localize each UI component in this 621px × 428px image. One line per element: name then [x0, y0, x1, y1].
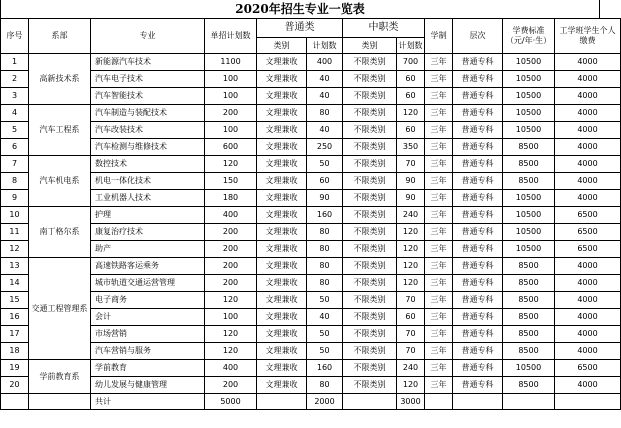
- page-title: 2020年招生专业一览表: [0, 0, 600, 18]
- plan-cell: 150: [205, 173, 257, 190]
- workstudy-fee-cell: 4000: [555, 88, 621, 105]
- duration-cell: 三年: [425, 326, 453, 343]
- row-index: 3: [1, 88, 29, 105]
- level-cell: 普通专科: [453, 173, 503, 190]
- header-general-count: 计划数: [307, 38, 343, 54]
- plan-cell: 120: [205, 156, 257, 173]
- level-cell: 普通专科: [453, 54, 503, 71]
- level-cell: 普通专科: [453, 139, 503, 156]
- table-row: [1, 71, 621, 88]
- totals-row: [1, 394, 621, 410]
- vocational-count-cell: 60: [397, 88, 425, 105]
- header-row: [1, 19, 621, 38]
- general-category-cell: 文理兼收: [257, 377, 307, 394]
- plan-cell: 120: [205, 292, 257, 309]
- general-category-cell: 文理兼收: [257, 173, 307, 190]
- general-count-cell: 400: [307, 54, 343, 71]
- department-cell: 汽车机电系: [29, 156, 91, 207]
- general-category-cell: 文理兼收: [257, 292, 307, 309]
- header-major: 专业: [91, 19, 205, 54]
- fee-cell: 10500: [503, 241, 555, 258]
- row-index: 2: [1, 71, 29, 88]
- vocational-category-cell: 不限类别: [343, 241, 397, 258]
- duration-cell: 三年: [425, 292, 453, 309]
- table-row: [1, 88, 621, 105]
- empty-cell: [453, 394, 503, 410]
- table-row: [1, 309, 621, 326]
- major-cell: 机电一体化技术: [91, 173, 205, 190]
- table-row: [1, 377, 621, 394]
- level-cell: 普通专科: [453, 292, 503, 309]
- general-category-cell: 文理兼收: [257, 105, 307, 122]
- workstudy-fee-cell: 4000: [555, 258, 621, 275]
- fee-cell: 8500: [503, 326, 555, 343]
- vocational-category-cell: 不限类别: [343, 360, 397, 377]
- department-cell: 交通工程管理系: [29, 258, 91, 360]
- vocational-count-cell: 70: [397, 156, 425, 173]
- level-cell: 普通专科: [453, 258, 503, 275]
- general-category-cell: 文理兼收: [257, 207, 307, 224]
- enrollment-table: [0, 18, 621, 410]
- major-cell: 电子商务: [91, 292, 205, 309]
- major-cell: 数控技术: [91, 156, 205, 173]
- level-cell: 普通专科: [453, 377, 503, 394]
- row-index: 20: [1, 377, 29, 394]
- vocational-category-cell: 不限类别: [343, 343, 397, 360]
- vocational-category-cell: 不限类别: [343, 190, 397, 207]
- duration-cell: 三年: [425, 173, 453, 190]
- plan-cell: 1100: [205, 54, 257, 71]
- level-cell: 普通专科: [453, 105, 503, 122]
- major-cell: 汽车制造与装配技术: [91, 105, 205, 122]
- empty-cell: [29, 394, 91, 410]
- vocational-count-cell: 70: [397, 343, 425, 360]
- plan-cell: 100: [205, 88, 257, 105]
- header-workstudy: 工学班学生个人缴费: [555, 19, 621, 54]
- workstudy-fee-cell: 4000: [555, 105, 621, 122]
- general-count-cell: 250: [307, 139, 343, 156]
- plan-cell: 200: [205, 224, 257, 241]
- major-cell: 工业机器人技术: [91, 190, 205, 207]
- fee-cell: 8500: [503, 156, 555, 173]
- table-row: [1, 275, 621, 292]
- level-cell: 普通专科: [453, 122, 503, 139]
- fee-cell: 8500: [503, 275, 555, 292]
- major-cell: 城市轨道交通运营管理: [91, 275, 205, 292]
- major-cell: 助产: [91, 241, 205, 258]
- header-fee: 学费标准（元/年·生）: [503, 19, 555, 54]
- major-cell: 汽车电子技术: [91, 71, 205, 88]
- vocational-count-cell: 120: [397, 275, 425, 292]
- table-row: [1, 343, 621, 360]
- vocational-count-cell: 60: [397, 309, 425, 326]
- department-cell: 高新技术系: [29, 54, 91, 105]
- header-plan: 单招计划数: [205, 19, 257, 54]
- empty-cell: [343, 394, 397, 410]
- header-level: 层次: [453, 19, 503, 54]
- workstudy-fee-cell: 4000: [555, 326, 621, 343]
- major-cell: 汽车智能技术: [91, 88, 205, 105]
- major-cell: 学前教育: [91, 360, 205, 377]
- level-cell: 普通专科: [453, 360, 503, 377]
- table-row: [1, 224, 621, 241]
- fee-cell: 8500: [503, 173, 555, 190]
- duration-cell: 三年: [425, 122, 453, 139]
- vocational-category-cell: 不限类别: [343, 173, 397, 190]
- general-count-cell: 80: [307, 241, 343, 258]
- header-duration: 学制: [425, 19, 453, 54]
- duration-cell: 三年: [425, 309, 453, 326]
- plan-cell: 100: [205, 71, 257, 88]
- workstudy-fee-cell: 6500: [555, 224, 621, 241]
- row-index: 7: [1, 156, 29, 173]
- vocational-count-cell: 700: [397, 54, 425, 71]
- vocational-category-cell: 不限类别: [343, 207, 397, 224]
- plan-cell: 120: [205, 326, 257, 343]
- general-count-cell: 160: [307, 360, 343, 377]
- fee-cell: 8500: [503, 139, 555, 156]
- general-category-cell: 文理兼收: [257, 156, 307, 173]
- fee-cell: 8500: [503, 377, 555, 394]
- table-row: [1, 207, 621, 224]
- workstudy-fee-cell: 4000: [555, 309, 621, 326]
- row-index: 14: [1, 275, 29, 292]
- vocational-count-cell: 60: [397, 71, 425, 88]
- level-cell: 普通专科: [453, 224, 503, 241]
- workstudy-fee-cell: 4000: [555, 156, 621, 173]
- row-index: 12: [1, 241, 29, 258]
- workstudy-fee-cell: 4000: [555, 54, 621, 71]
- vocational-category-cell: 不限类别: [343, 139, 397, 156]
- level-cell: 普通专科: [453, 156, 503, 173]
- row-index: 1: [1, 54, 29, 71]
- fee-cell: 10500: [503, 207, 555, 224]
- fee-cell: 8500: [503, 309, 555, 326]
- plan-cell: 200: [205, 377, 257, 394]
- general-category-cell: 文理兼收: [257, 326, 307, 343]
- row-index: 17: [1, 326, 29, 343]
- general-count-cell: 40: [307, 309, 343, 326]
- row-index: 4: [1, 105, 29, 122]
- major-cell: 新能源汽车技术: [91, 54, 205, 71]
- level-cell: 普通专科: [453, 190, 503, 207]
- plan-cell: 180: [205, 190, 257, 207]
- vocational-category-cell: 不限类别: [343, 292, 397, 309]
- major-cell: 幼儿发展与健康管理: [91, 377, 205, 394]
- general-count-cell: 80: [307, 224, 343, 241]
- header-general: 普通类: [257, 19, 343, 38]
- empty-cell: [425, 394, 453, 410]
- table-row: [1, 54, 621, 71]
- general-count-cell: 90: [307, 190, 343, 207]
- general-count-cell: 80: [307, 275, 343, 292]
- duration-cell: 三年: [425, 360, 453, 377]
- general-count-cell: 40: [307, 71, 343, 88]
- general-category-cell: 文理兼收: [257, 258, 307, 275]
- department-cell: 汽车工程系: [29, 105, 91, 156]
- workstudy-fee-cell: 6500: [555, 207, 621, 224]
- vocational-category-cell: 不限类别: [343, 105, 397, 122]
- fee-cell: 10500: [503, 360, 555, 377]
- major-cell: 汽车改装技术: [91, 122, 205, 139]
- header-vocational-category: 类别: [343, 38, 397, 54]
- vocational-count-cell: 240: [397, 360, 425, 377]
- table-row: [1, 190, 621, 207]
- fee-cell: 10500: [503, 122, 555, 139]
- workstudy-fee-cell: 4000: [555, 122, 621, 139]
- plan-cell: 200: [205, 258, 257, 275]
- plan-cell: 120: [205, 343, 257, 360]
- fee-cell: 8500: [503, 292, 555, 309]
- duration-cell: 三年: [425, 54, 453, 71]
- row-index: 6: [1, 139, 29, 156]
- duration-cell: 三年: [425, 207, 453, 224]
- plan-cell: 400: [205, 360, 257, 377]
- workstudy-fee-cell: 4000: [555, 139, 621, 156]
- duration-cell: 三年: [425, 88, 453, 105]
- workstudy-fee-cell: 4000: [555, 292, 621, 309]
- general-count-cell: 50: [307, 326, 343, 343]
- vocational-category-cell: 不限类别: [343, 309, 397, 326]
- general-category-cell: 文理兼收: [257, 88, 307, 105]
- table-row: [1, 360, 621, 377]
- fee-cell: 10500: [503, 105, 555, 122]
- general-count-cell: 40: [307, 88, 343, 105]
- general-count-cell: 80: [307, 258, 343, 275]
- duration-cell: 三年: [425, 105, 453, 122]
- plan-cell: 600: [205, 139, 257, 156]
- empty-cell: [1, 394, 29, 410]
- workstudy-fee-cell: 6500: [555, 360, 621, 377]
- major-cell: 护理: [91, 207, 205, 224]
- vocational-category-cell: 不限类别: [343, 122, 397, 139]
- fee-cell: 10500: [503, 54, 555, 71]
- plan-cell: 400: [205, 207, 257, 224]
- table-row: [1, 105, 621, 122]
- row-index: 16: [1, 309, 29, 326]
- duration-cell: 三年: [425, 258, 453, 275]
- vocational-category-cell: 不限类别: [343, 54, 397, 71]
- vocational-count-cell: 120: [397, 258, 425, 275]
- vocational-category-cell: 不限类别: [343, 88, 397, 105]
- level-cell: 普通专科: [453, 326, 503, 343]
- totals-label: 共计: [91, 394, 205, 410]
- empty-cell: [555, 394, 621, 410]
- duration-cell: 三年: [425, 156, 453, 173]
- empty-cell: [503, 394, 555, 410]
- table-row: [1, 156, 621, 173]
- workstudy-fee-cell: 4000: [555, 71, 621, 88]
- vocational-category-cell: 不限类别: [343, 258, 397, 275]
- plan-cell: 200: [205, 275, 257, 292]
- workstudy-fee-cell: 4000: [555, 275, 621, 292]
- general-count-cell: 160: [307, 207, 343, 224]
- general-category-cell: 文理兼收: [257, 360, 307, 377]
- duration-cell: 三年: [425, 275, 453, 292]
- table-row: [1, 292, 621, 309]
- table-row: [1, 122, 621, 139]
- vocational-category-cell: 不限类别: [343, 275, 397, 292]
- vocational-count-cell: 240: [397, 207, 425, 224]
- table-row: [1, 173, 621, 190]
- duration-cell: 三年: [425, 139, 453, 156]
- fee-cell: 10500: [503, 190, 555, 207]
- totals-plan: 5000: [205, 394, 257, 410]
- general-category-cell: 文理兼收: [257, 122, 307, 139]
- row-index: 8: [1, 173, 29, 190]
- row-index: 5: [1, 122, 29, 139]
- workstudy-fee-cell: 4000: [555, 343, 621, 360]
- header-vocational-count: 计划数: [397, 38, 425, 54]
- vocational-count-cell: 350: [397, 139, 425, 156]
- department-cell: 学前教育系: [29, 360, 91, 394]
- fee-cell: 8500: [503, 258, 555, 275]
- fee-cell: 8500: [503, 343, 555, 360]
- general-count-cell: 80: [307, 377, 343, 394]
- duration-cell: 三年: [425, 71, 453, 88]
- table-row: [1, 241, 621, 258]
- vocational-count-cell: 90: [397, 173, 425, 190]
- row-index: 9: [1, 190, 29, 207]
- totals-general: 2000: [307, 394, 343, 410]
- table-row: [1, 326, 621, 343]
- header-vocational: 中职类: [343, 19, 425, 38]
- vocational-count-cell: 120: [397, 224, 425, 241]
- plan-cell: 200: [205, 241, 257, 258]
- vocational-count-cell: 120: [397, 105, 425, 122]
- general-category-cell: 文理兼收: [257, 54, 307, 71]
- duration-cell: 三年: [425, 190, 453, 207]
- header-dept: 系部: [29, 19, 91, 54]
- header-general-category: 类别: [257, 38, 307, 54]
- row-index: 19: [1, 360, 29, 377]
- table-body: [1, 54, 621, 410]
- duration-cell: 三年: [425, 377, 453, 394]
- empty-cell: [257, 394, 307, 410]
- level-cell: 普通专科: [453, 241, 503, 258]
- general-category-cell: 文理兼收: [257, 343, 307, 360]
- general-category-cell: 文理兼收: [257, 71, 307, 88]
- major-cell: 市场营销: [91, 326, 205, 343]
- workstudy-fee-cell: 6500: [555, 241, 621, 258]
- general-count-cell: 50: [307, 343, 343, 360]
- workstudy-fee-cell: 4000: [555, 377, 621, 394]
- vocational-count-cell: 120: [397, 377, 425, 394]
- major-cell: 汽车营销与服务: [91, 343, 205, 360]
- general-category-cell: 文理兼收: [257, 139, 307, 156]
- plan-cell: 200: [205, 105, 257, 122]
- general-category-cell: 文理兼收: [257, 275, 307, 292]
- workstudy-fee-cell: 4000: [555, 173, 621, 190]
- plan-cell: 100: [205, 309, 257, 326]
- fee-cell: 10500: [503, 224, 555, 241]
- general-count-cell: 50: [307, 292, 343, 309]
- workstudy-fee-cell: 4000: [555, 190, 621, 207]
- header-index: 序号: [1, 19, 29, 54]
- major-cell: 会计: [91, 309, 205, 326]
- general-count-cell: 80: [307, 105, 343, 122]
- level-cell: 普通专科: [453, 343, 503, 360]
- row-index: 18: [1, 343, 29, 360]
- duration-cell: 三年: [425, 343, 453, 360]
- plan-cell: 100: [205, 122, 257, 139]
- duration-cell: 三年: [425, 224, 453, 241]
- general-count-cell: 60: [307, 173, 343, 190]
- row-index: 13: [1, 258, 29, 275]
- fee-cell: 10500: [503, 71, 555, 88]
- vocational-count-cell: 70: [397, 326, 425, 343]
- vocational-category-cell: 不限类别: [343, 224, 397, 241]
- general-category-cell: 文理兼收: [257, 190, 307, 207]
- vocational-count-cell: 60: [397, 122, 425, 139]
- level-cell: 普通专科: [453, 275, 503, 292]
- vocational-category-cell: 不限类别: [343, 326, 397, 343]
- level-cell: 普通专科: [453, 88, 503, 105]
- major-cell: 汽车检测与维修技术: [91, 139, 205, 156]
- vocational-count-cell: 120: [397, 241, 425, 258]
- totals-vocational: 3000: [397, 394, 425, 410]
- vocational-category-cell: 不限类别: [343, 377, 397, 394]
- fee-cell: 10500: [503, 88, 555, 105]
- table-row: [1, 139, 621, 156]
- vocational-category-cell: 不限类别: [343, 71, 397, 88]
- major-cell: 高速铁路客运乘务: [91, 258, 205, 275]
- general-category-cell: 文理兼收: [257, 241, 307, 258]
- major-cell: 康复治疗技术: [91, 224, 205, 241]
- department-cell: 南丁格尔系: [29, 207, 91, 258]
- general-category-cell: 文理兼收: [257, 224, 307, 241]
- vocational-category-cell: 不限类别: [343, 156, 397, 173]
- row-index: 11: [1, 224, 29, 241]
- vocational-count-cell: 70: [397, 292, 425, 309]
- level-cell: 普通专科: [453, 71, 503, 88]
- vocational-count-cell: 90: [397, 190, 425, 207]
- row-index: 15: [1, 292, 29, 309]
- duration-cell: 三年: [425, 241, 453, 258]
- level-cell: 普通专科: [453, 309, 503, 326]
- general-category-cell: 文理兼收: [257, 309, 307, 326]
- row-index: 10: [1, 207, 29, 224]
- table-row: [1, 258, 621, 275]
- general-count-cell: 40: [307, 122, 343, 139]
- level-cell: 普通专科: [453, 207, 503, 224]
- general-count-cell: 50: [307, 156, 343, 173]
